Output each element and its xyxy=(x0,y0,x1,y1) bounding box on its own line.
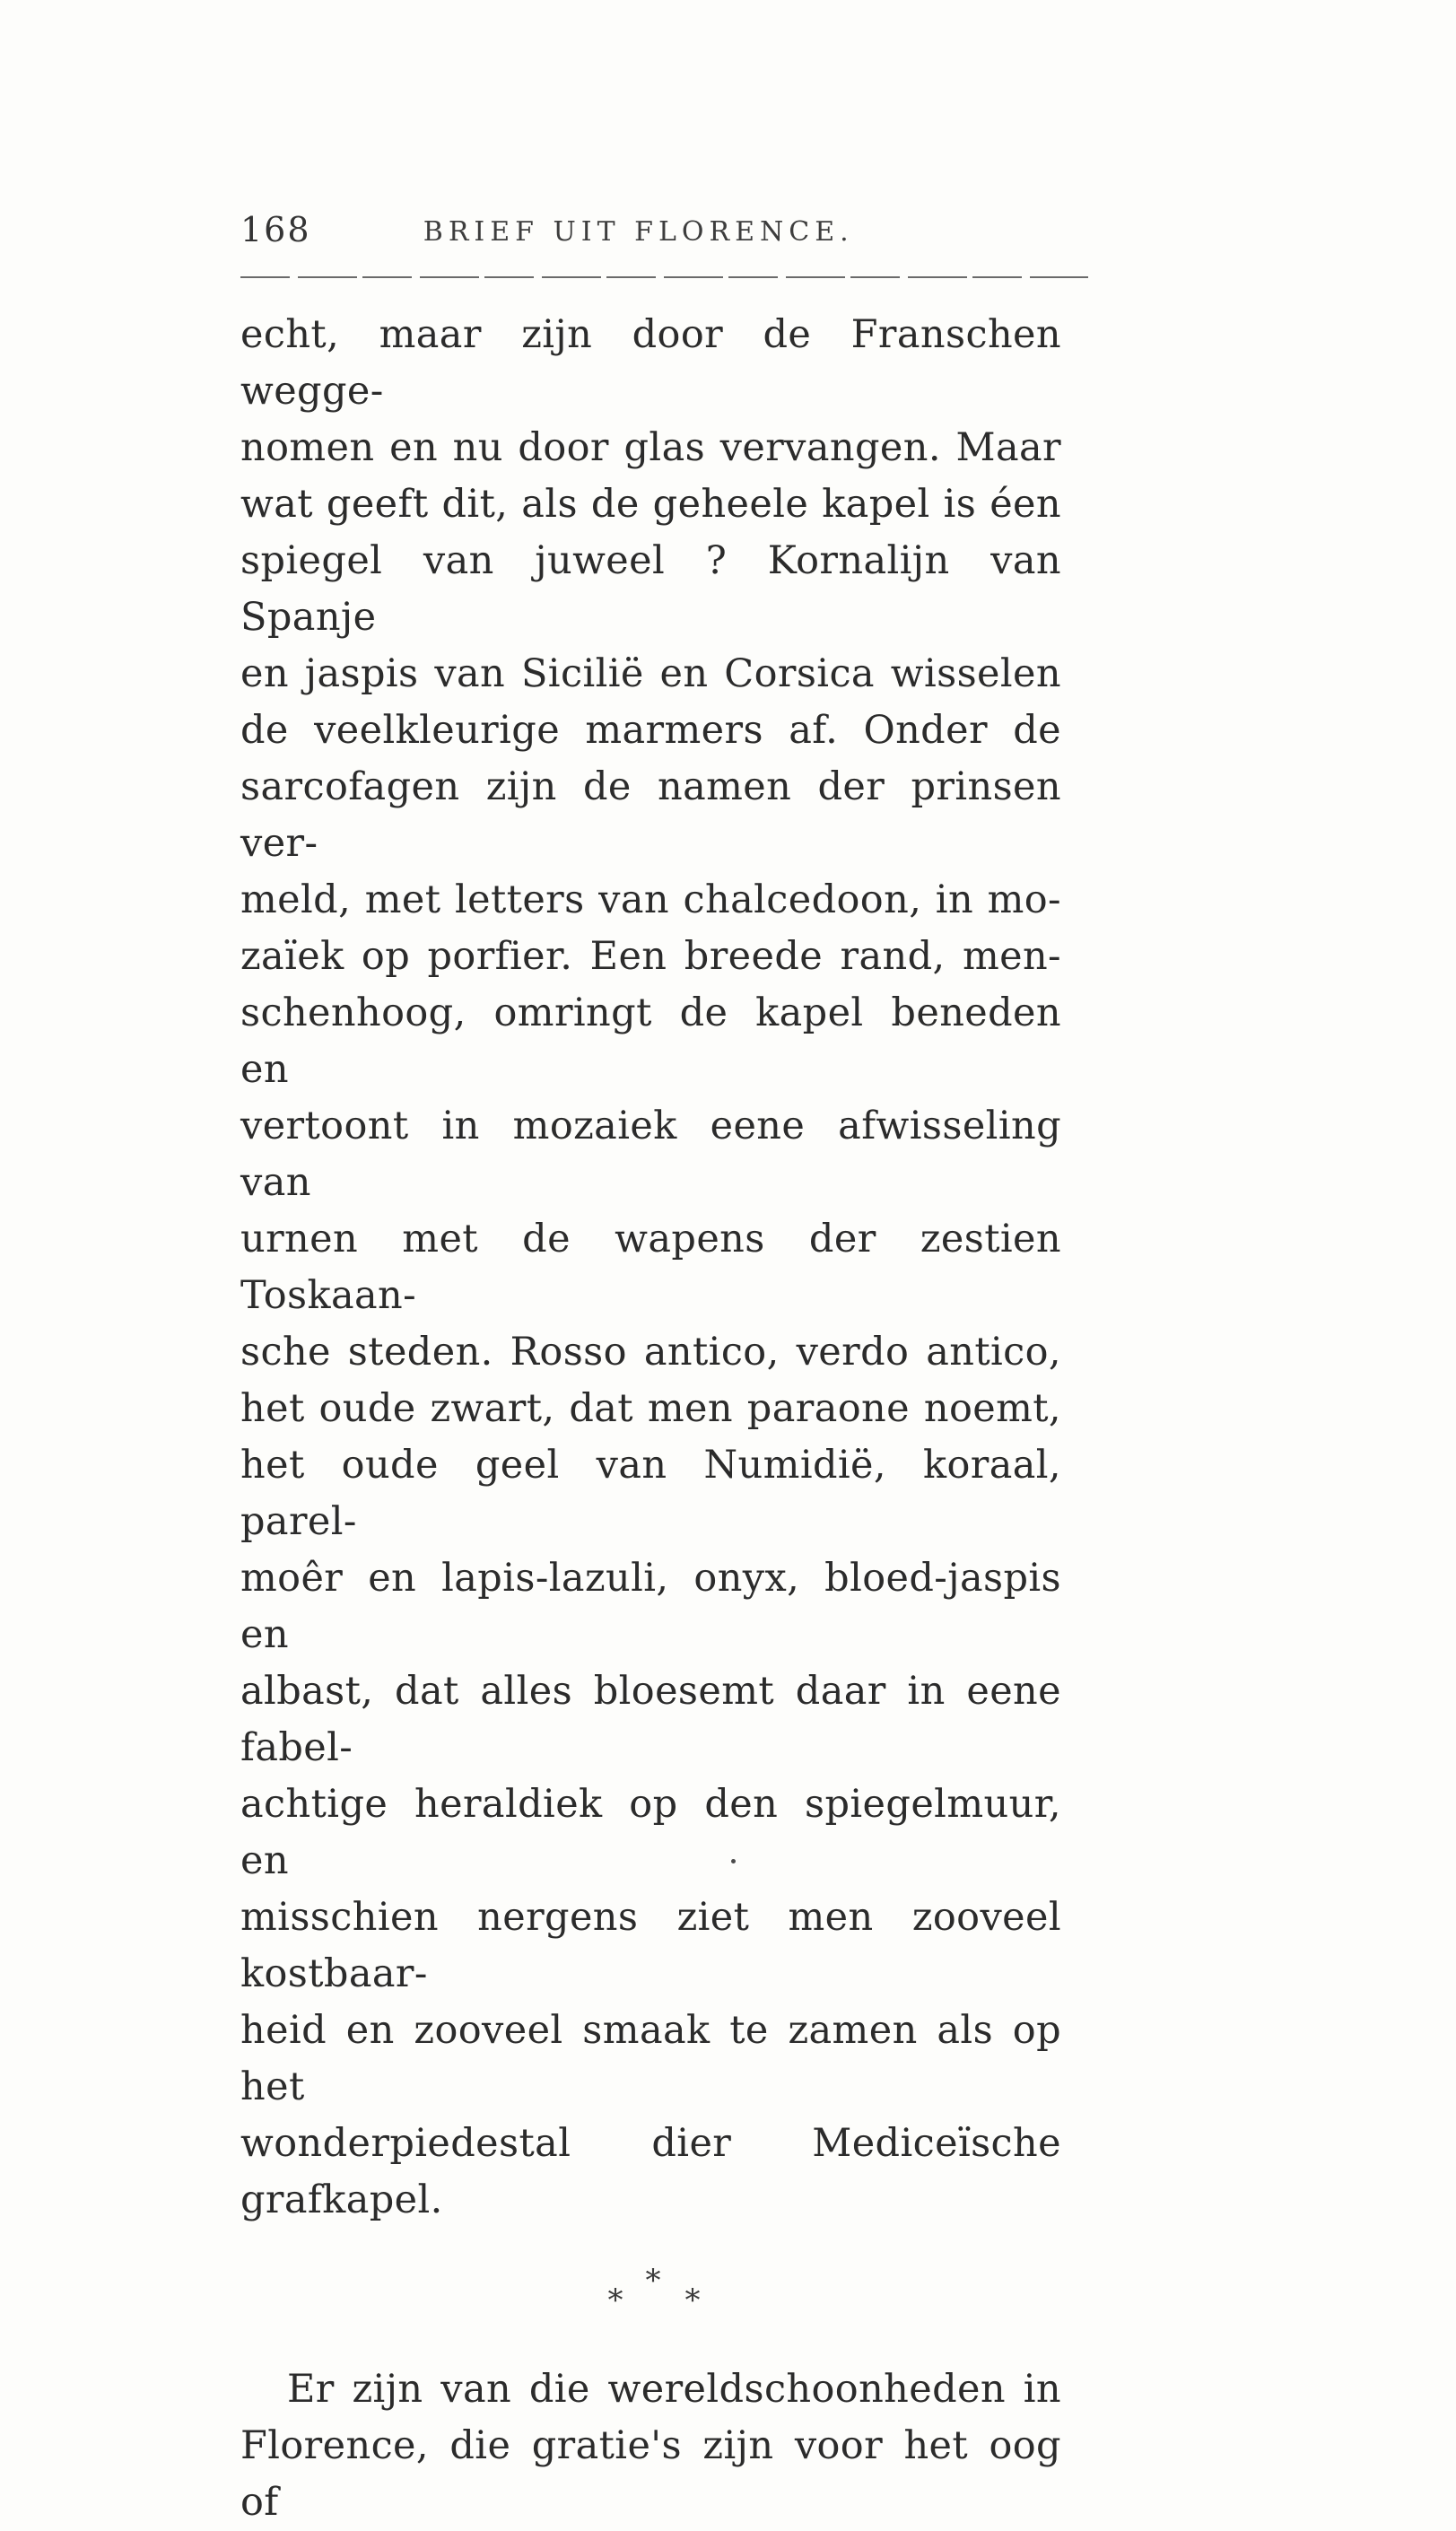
text-line: moêr en lapis-lazuli, onyx, bloed-jaspis en xyxy=(240,1556,1061,1657)
asterisk-glyph: * xyxy=(607,2282,623,2318)
body-paragraph-2 xyxy=(240,2361,1061,2531)
asterisk-glyph: * xyxy=(645,2263,661,2299)
header-rule xyxy=(240,276,1088,278)
text-line: en jaspis van Sicilië en Corsica wisselen xyxy=(240,651,1061,696)
text-line: echt, maar zijn door de Franschen wegge- xyxy=(240,312,1061,414)
text-line: nomen en nu door glas vervangen. Maar xyxy=(240,425,1061,470)
page-number: 168 xyxy=(240,210,311,249)
text-line: het oude geel van Numidië, koraal, parel- xyxy=(240,1443,1061,1544)
text-line: spiegel van juweel ? Kornalijn van Spanje xyxy=(240,538,1061,640)
text-line: urnen met de wapens der zestien Toskaan- xyxy=(240,1217,1061,1318)
text-column xyxy=(240,0,1061,2531)
stray-ink-dot xyxy=(731,1859,736,1863)
body-paragraph-1 xyxy=(240,307,1061,2229)
text-line: wat geeft dit, als de geheele kapel is éen xyxy=(240,482,1061,527)
page-header xyxy=(240,206,1088,249)
text-line: achtige heraldiek op den spiegelmuur, en xyxy=(240,1782,1061,1883)
text-line: Er zijn van die wereldschoonheden in xyxy=(287,2367,1061,2412)
asterisk-glyph: * xyxy=(684,2282,701,2318)
text-line: misschien nergens ziet men zooveel kostbaar- xyxy=(240,1895,1061,1996)
text-line: sarcofagen zijn de namen der prinsen ver- xyxy=(240,764,1061,866)
running-header-title: BRIEF UIT FLORENCE. xyxy=(423,216,854,248)
text-line: zaïek op porfier. Een breede rand, men- xyxy=(240,934,1061,979)
asterisk-separator xyxy=(240,2259,1061,2322)
text-line: heid en zooveel smaak te zamen als op het xyxy=(240,2008,1061,2109)
text-line: wonderpiedestal dier Mediceïsche grafkapel. xyxy=(240,2121,1061,2222)
text-line: albast, dat alles bloesemt daar in eene fabel- xyxy=(240,1669,1061,1770)
text-line: de veelkleurige marmers af. Onder de xyxy=(240,708,1061,753)
text-line: het oude zwart, dat men paraone noemt, xyxy=(240,1386,1061,1431)
text-line: schenhoog, omringt de kapel beneden en xyxy=(240,991,1061,1092)
text-line: meld, met letters van chalcedoon, in mo- xyxy=(240,877,1061,922)
text-line: Florence, die gratie's zijn voor het oog of xyxy=(240,2423,1061,2525)
text-line: vertoont in mozaiek eene afwisseling van xyxy=(240,1104,1061,1205)
text-line: sche steden. Rosso antico, verdo antico, xyxy=(240,1330,1061,1375)
